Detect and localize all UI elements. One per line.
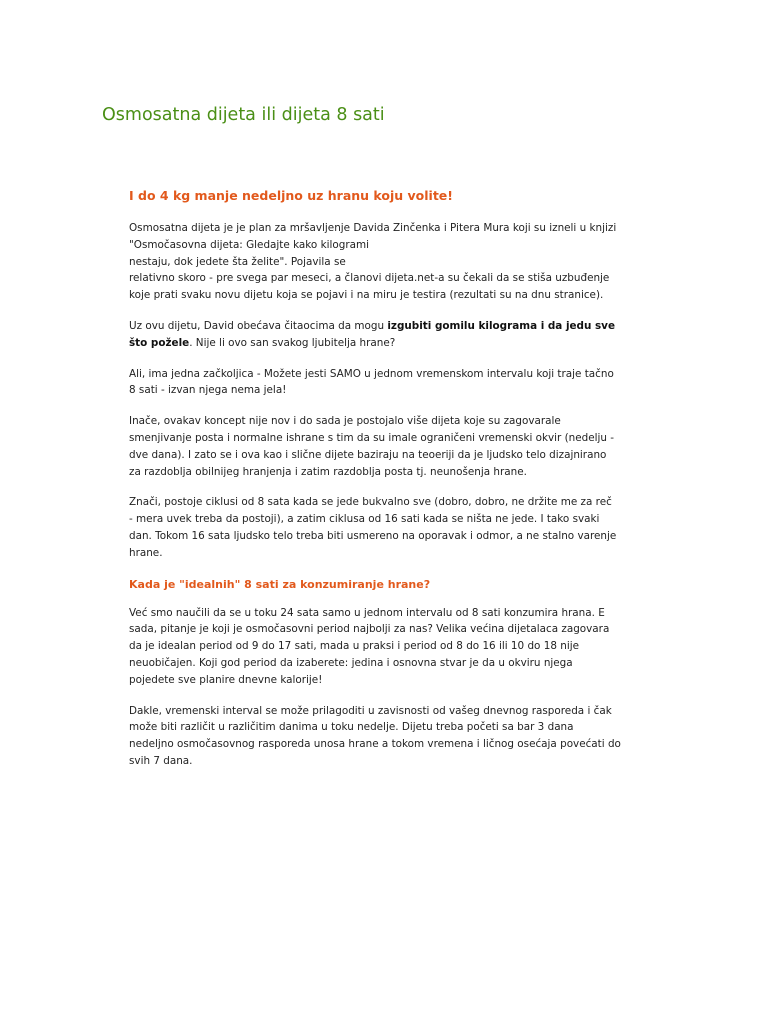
text-line: [129, 335, 649, 352]
text-line: smenjivanje posta i normalne ishrane s tim da su imale ograničeni vremenski okvir (nedelju -: [129, 431, 615, 444]
article-body: [129, 186, 649, 784]
text-line: može biti različit u različitim danima u toku nedelje. Dijetu treba početi sa bar 3 dana: [129, 721, 574, 734]
promise-bold-text: izgubiti gomilu kilograma i da jedu sve: [387, 319, 616, 332]
text-line: 8 sati - izvan njega nema jela!: [129, 384, 287, 397]
text-line: pojedete sve planire dnevne kalorije!: [129, 673, 323, 686]
text-line: Inače, ovakav koncept nije nov i do sada je postojalo više dijeta koje su zagovarale: [129, 415, 561, 428]
paragraph-catch: [129, 366, 649, 400]
paragraph-promise: [129, 318, 649, 352]
paragraph-intro: [129, 220, 649, 304]
promise-text: Uz ovu dijetu, David obećava čitaocima da mogu: [129, 319, 388, 332]
text-line: Dakle, vremenski interval se može prilagoditi u zavisnosti od vašeg dnevnog rasporeda i čak: [129, 704, 612, 717]
text-line: Već smo naučili da se u toku 24 sata samo u jednom intervalu od 8 sati konzumira hrana. E: [129, 606, 605, 619]
section-heading-1: I do 4 kg manje nedeljno uz hranu koju volite!: [129, 188, 453, 203]
paragraph-concept: [129, 413, 649, 480]
text-line: Ali, ima jedna začkoljica - Možete jesti SAMO u jednom vremenskom intervalu koji traje tačno: [129, 367, 614, 380]
text-line: Znači, postoje ciklusi od 8 sata kada se jede bukvalno sve (dobro, dobro, ne držite me za reč: [129, 496, 612, 509]
promise-text: . Nije li ovo san svakog ljubitelja hrane?: [189, 336, 396, 349]
section-heading-2: Kada je "idealnih" 8 sati za konzumiranje hrane?: [129, 577, 431, 591]
text-line: sada, pitanje je koji je osmočasovni period najbolji za nas? Velika većina dijetalaca zagovara: [129, 623, 610, 636]
text-line: Osmosatna dijeta je je plan za mršavljenje Davida Zinčenka i Pitera Mura koji su izneli u knjizi: [129, 222, 617, 234]
paragraph-schedule: [129, 703, 649, 770]
text-line: hrane.: [129, 546, 163, 559]
text-line: nestaju, dok jedete šta želite". Pojavila se: [129, 255, 346, 268]
text-line: nedeljno osmočasovnog rasporeda unosa hrane a tokom vremena i ličnog osećaja povećati do: [129, 738, 621, 751]
text-line: koje prati svaku novu dijetu koja se pojavi i na miru je testira (rezultati su na dnu stranice).: [129, 289, 604, 302]
text-line: [129, 318, 649, 335]
paragraph-ideal-period: [129, 605, 649, 689]
text-line: relativno skoro - pre svega par meseci, a članovi dijeta.net-a su čekali da se stiša uzbuđenje: [129, 272, 610, 285]
promise-bold-text: što požele: [129, 336, 190, 349]
text-line: dve dana). I zato se i ova kao i slične dijete baziraju na teoeriji da je ljudsko telo dizajnirano: [129, 448, 607, 461]
text-line: da je idealan period od 9 do 17 sati, mada u praksi i period od 8 do 16 ili 10 do 18 nije: [129, 640, 579, 653]
text-line: svih 7 dana.: [129, 754, 193, 767]
text-line: - mera uvek treba da postoji), a zatim ciklusa od 16 sati kada se ništa ne jede. I tako svaki: [129, 513, 600, 526]
text-line: "Osmočasovna dijeta: Gledajte kako kilogrami: [129, 238, 369, 251]
page-title: Osmosatna dijeta ili dijeta 8 sati: [102, 105, 385, 125]
text-line: dan. Tokom 16 sata ljudsko telo treba biti usmereno na oporavak i odmor, a ne stalno varenje: [129, 529, 617, 542]
text-line: neuobičajen. Koji god period da izaberete: jedina i osnovna stvar je da u okviru njega: [129, 656, 573, 669]
text-line: za razdoblja obilnijeg hranjenja i zatim razdoblja posta tj. neunošenja hrane.: [129, 465, 527, 478]
paragraph-cycles: [129, 494, 649, 561]
